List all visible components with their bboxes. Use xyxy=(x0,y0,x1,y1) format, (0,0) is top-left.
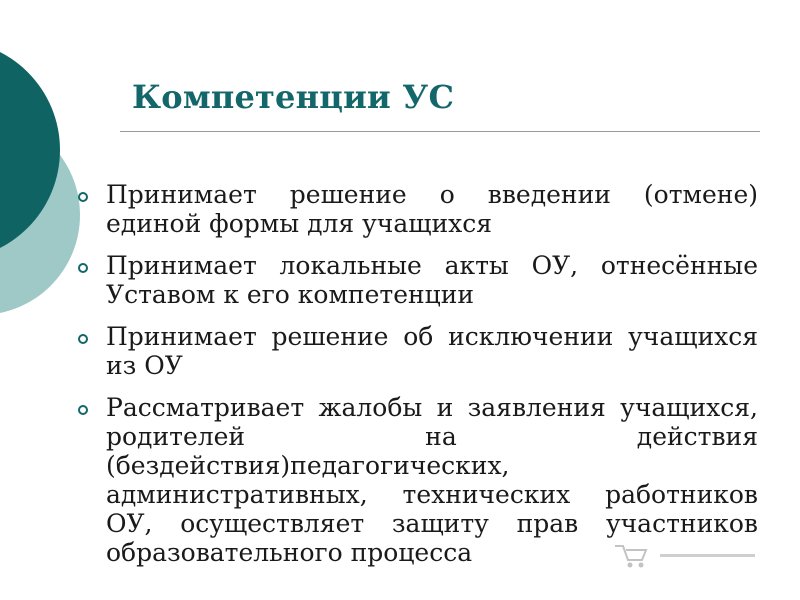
bullet-list xyxy=(78,180,758,580)
cart-watermark-icon xyxy=(610,540,760,570)
list-item xyxy=(78,251,758,309)
list-item xyxy=(78,180,758,238)
bullet-text: Принимает локальные акты ОУ, отнесённые Уставом к его компетенции xyxy=(106,251,758,309)
hollow-circle-icon xyxy=(78,263,88,273)
list-item xyxy=(78,322,758,380)
hollow-circle-icon xyxy=(78,192,88,202)
bullet-text: Принимает решение об исключении учащихся из ОУ xyxy=(106,322,758,380)
hollow-circle-icon xyxy=(78,334,88,344)
slide-title: Компетенции УС xyxy=(132,78,455,116)
hollow-circle-icon xyxy=(78,405,88,415)
title-divider xyxy=(120,131,760,132)
bullet-text: Принимает решение о введении (отмене) единой формы для учащихся xyxy=(106,180,758,238)
bullet-text: Рассматривает жалобы и заявления учащихся, родителей на действия (бездействия)педагогических, административных, технических работников ОУ, осуществляет защиту прав участников образовательного процесса xyxy=(106,393,758,567)
